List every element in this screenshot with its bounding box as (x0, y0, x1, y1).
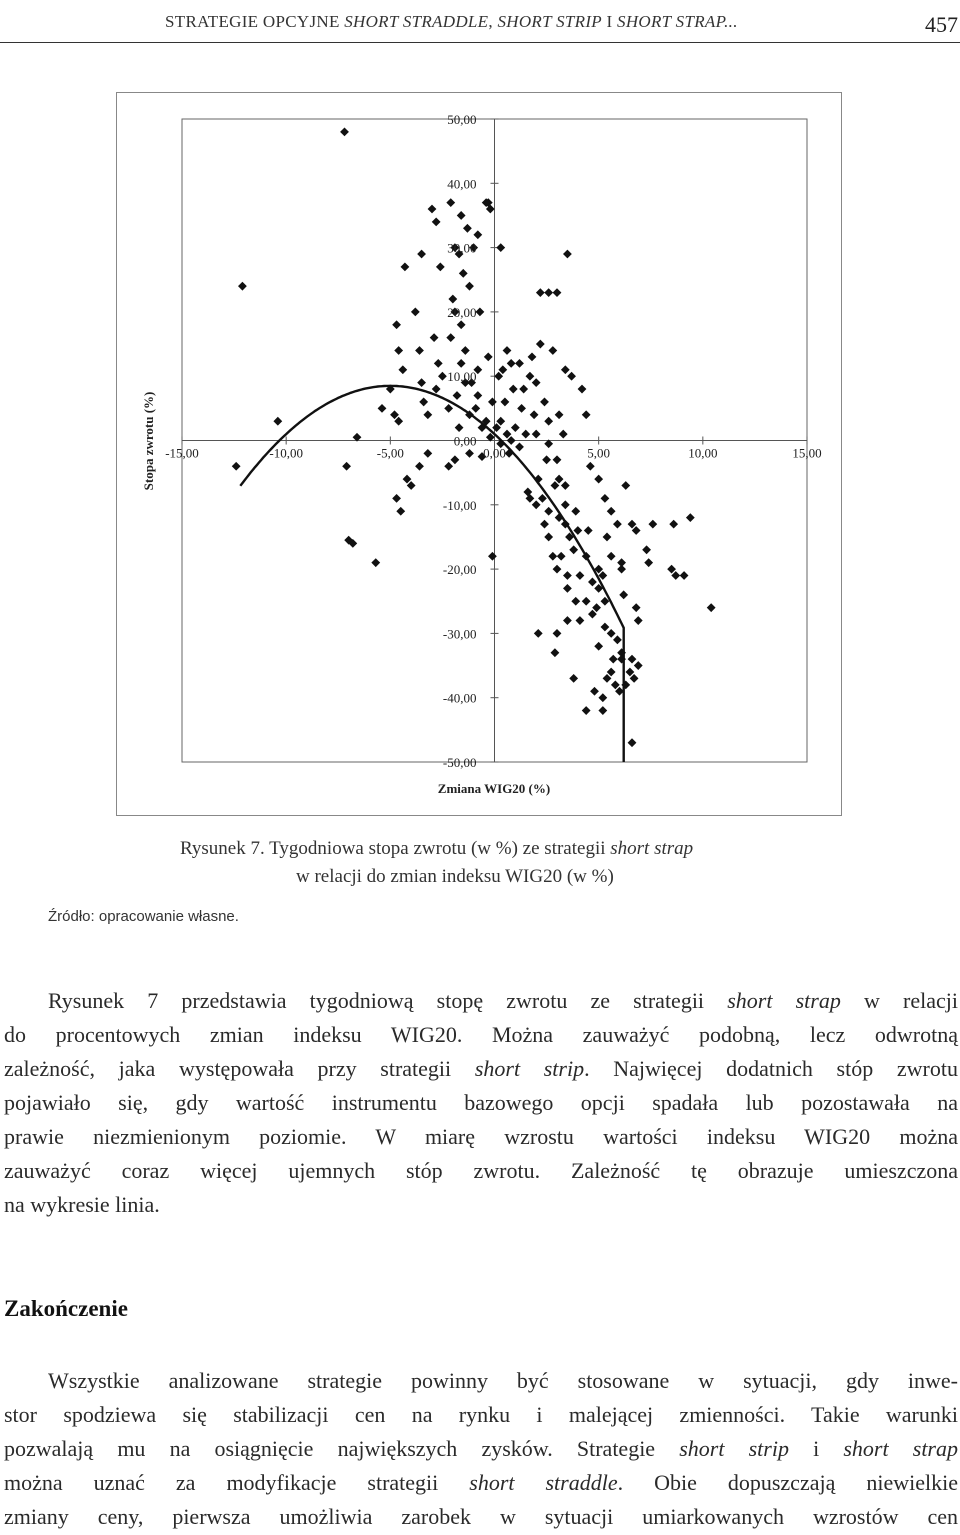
data-point (446, 198, 455, 207)
data-point (567, 372, 576, 381)
x-tick-label: -10,00 (269, 445, 303, 461)
x-tick-label: -15,00 (165, 445, 199, 461)
data-point (509, 385, 518, 394)
data-point (511, 423, 520, 432)
data-point (544, 288, 553, 297)
data-point (671, 571, 680, 580)
data-point (407, 481, 416, 490)
y-tick-label: 0,00 (453, 433, 477, 449)
data-point (515, 359, 524, 368)
data-point (507, 359, 516, 368)
data-point (390, 410, 399, 419)
data-point (538, 494, 547, 503)
data-point (423, 449, 432, 458)
data-point (394, 346, 403, 355)
data-point (617, 565, 626, 574)
data-point (238, 282, 247, 291)
running-title-text: STRATEGIE OPCYJNE (165, 12, 345, 31)
data-point (519, 385, 528, 394)
caption-italic: short strap (610, 838, 694, 859)
data-point (569, 674, 578, 683)
data-point (573, 526, 582, 535)
data-point (680, 571, 689, 580)
text-span: można uznać za modyfikacje strategii (4, 1470, 470, 1495)
page-number: 457 (925, 12, 958, 37)
data-point (555, 475, 564, 484)
data-point (501, 398, 510, 407)
data-point (536, 288, 545, 297)
text-line (4, 1052, 958, 1086)
data-point (542, 455, 551, 464)
data-point (669, 520, 678, 529)
data-point (561, 500, 570, 509)
data-point (423, 410, 432, 419)
data-point (548, 552, 557, 561)
data-point (632, 603, 641, 612)
data-point (473, 391, 482, 400)
data-point (396, 507, 405, 516)
text-italic: short strip (679, 1436, 789, 1461)
text-line: prawie niezmienionym poziomie. W miarę wzrostu wartości indeksu WIG20 można (4, 1124, 958, 1149)
x-axis-label: Zmiana WIG20 (%) (437, 781, 551, 796)
running-title-italic: SHORT STRADDLE (344, 12, 489, 31)
data-point (563, 584, 572, 593)
data-point (457, 320, 466, 329)
data-point (588, 610, 597, 619)
data-point (603, 674, 612, 683)
data-point (434, 359, 443, 368)
data-point (432, 217, 441, 226)
caption-text: Rysunek 7. Tygodniowa stopa zwrotu (w %) ze strategii (180, 838, 611, 859)
data-point (628, 520, 637, 529)
data-point (532, 500, 541, 509)
running-title (165, 12, 738, 32)
figure-source: Źródło: opracowanie własne. (48, 908, 239, 925)
data-point (582, 597, 591, 606)
data-point (430, 333, 439, 342)
running-title-italic: SHORT STRAP... (617, 12, 738, 31)
text-line (4, 1432, 958, 1466)
data-point (586, 462, 595, 471)
data-point (609, 655, 618, 664)
data-point (232, 462, 241, 471)
data-point (601, 623, 610, 632)
data-point (496, 417, 505, 426)
data-point (607, 668, 616, 677)
caption-line-1 (180, 838, 693, 860)
data-point (611, 680, 620, 689)
data-point (465, 449, 474, 458)
text-span: Rysunek 7 przedstawia tygodniową stopę zwrotu ze strategii (48, 988, 728, 1013)
data-point (634, 616, 643, 625)
data-point (598, 706, 607, 715)
data-point (398, 365, 407, 374)
data-point (544, 533, 553, 542)
data-point (340, 127, 349, 136)
data-point (444, 404, 453, 413)
data-point (411, 308, 420, 317)
data-point (563, 616, 572, 625)
text-span: . Obie dopuszczają niewielkie (617, 1470, 958, 1495)
data-point (563, 250, 572, 259)
data-point (471, 404, 480, 413)
data-point (588, 578, 597, 587)
y-tick-label: -30,00 (442, 626, 477, 642)
data-point (465, 282, 474, 291)
data-point (540, 398, 549, 407)
data-point (517, 404, 526, 413)
data-point (488, 552, 497, 561)
data-point (557, 552, 566, 561)
data-point (526, 372, 535, 381)
y-tick-label: 10,00 (447, 369, 477, 385)
data-point (613, 520, 622, 529)
data-point (507, 436, 516, 445)
text-line: zauważyć coraz więcej ujemnych stóp zwrotu. Zależność tę obrazuje umieszczona (4, 1158, 958, 1183)
data-point (446, 333, 455, 342)
data-point (392, 494, 401, 503)
data-point (503, 430, 512, 439)
data-point (667, 565, 676, 574)
text-italic: short strap (843, 1436, 958, 1461)
data-point (494, 372, 503, 381)
data-point (438, 372, 447, 381)
data-point (607, 507, 616, 516)
data-point (686, 513, 695, 522)
data-point (503, 346, 512, 355)
data-point (553, 288, 562, 297)
data-point (498, 365, 507, 374)
text-line (4, 1466, 958, 1500)
x-tick-label: 5,00 (587, 445, 611, 461)
data-point (628, 655, 637, 664)
data-point (648, 520, 657, 529)
data-point (392, 320, 401, 329)
data-point (371, 558, 380, 567)
data-point (403, 475, 412, 484)
data-point (707, 603, 716, 612)
data-point (561, 365, 570, 374)
data-point (532, 378, 541, 387)
text-line: stor spodziewa się stabilizacji cen na rynku i malejącej zmienności. Takie warunki (4, 1402, 958, 1427)
data-point (463, 224, 472, 233)
data-point (561, 481, 570, 490)
data-point (432, 385, 441, 394)
y-axis-label: Stopa zwrotu (%) (141, 391, 156, 491)
data-point (603, 533, 612, 542)
data-point (594, 642, 603, 651)
data-point (601, 494, 610, 503)
data-point (630, 674, 639, 683)
caption-line-2: w relacji do zmian indeksu WIG20 (w %) (296, 866, 614, 887)
text-line: zmiany ceny, pierwsza umożliwia zarobek w sytuacji umiarkowanych wzrostów cen (4, 1504, 958, 1529)
data-point (584, 526, 593, 535)
data-point (590, 687, 599, 696)
paragraph-1 (4, 984, 958, 1222)
data-point (444, 462, 453, 471)
data-point (532, 430, 541, 439)
data-point (544, 417, 553, 426)
chart-frame (116, 92, 842, 816)
data-point (626, 668, 635, 677)
data-point (592, 603, 601, 612)
data-point (415, 462, 424, 471)
running-title-italic: SHORT STRIP (497, 12, 602, 31)
text-italic: short straddle (469, 1470, 618, 1495)
paragraph-2 (4, 1364, 958, 1534)
data-point (571, 597, 580, 606)
data-point (559, 430, 568, 439)
data-point (530, 410, 539, 419)
data-point (553, 455, 562, 464)
data-point (401, 262, 410, 271)
data-point (521, 430, 530, 439)
data-point (642, 545, 651, 554)
data-point (419, 398, 428, 407)
data-point (576, 571, 585, 580)
text-line: pojawiało się, gdy wartość instrumentu bazowego opcji spadała lub pozostawała na (4, 1090, 958, 1115)
data-point (619, 590, 628, 599)
text-span: zależność, jaka występowała przy strategii (4, 1056, 475, 1081)
data-point (634, 661, 643, 670)
y-tick-label: -20,00 (442, 562, 477, 578)
data-point (582, 706, 591, 715)
data-point (536, 340, 545, 349)
data-point (488, 398, 497, 407)
data-point (394, 417, 403, 426)
running-title-text: , (488, 12, 498, 31)
data-point (417, 378, 426, 387)
data-point (613, 635, 622, 644)
data-point (273, 417, 282, 426)
data-point (553, 629, 562, 638)
text-italic: short strip (474, 1056, 585, 1081)
y-tick-label: 20,00 (447, 304, 477, 320)
x-tick-label: -5,00 (376, 445, 404, 461)
y-tick-label: -50,00 (442, 755, 477, 770)
data-point (607, 629, 616, 638)
data-point (461, 346, 470, 355)
text-line (4, 984, 958, 1018)
x-tick-label: 0,00 (483, 445, 506, 461)
data-point (415, 346, 424, 355)
text-span: w relacji (840, 988, 958, 1013)
data-point (644, 558, 653, 567)
section-heading: Zakończenie (4, 1296, 128, 1321)
x-tick-label: 10,00 (688, 445, 718, 461)
data-point (548, 346, 557, 355)
data-point (515, 443, 524, 452)
data-point (342, 462, 351, 471)
data-point (551, 648, 560, 657)
data-point (428, 205, 437, 214)
data-point (594, 475, 603, 484)
data-point (555, 410, 564, 419)
x-tick-label: 15,00 (792, 445, 822, 461)
text-italic: short strap (727, 988, 841, 1013)
text-line: do procentowych zmian indeksu WIG20. Można zauważyć podobną, lecz odwrotną (4, 1022, 958, 1047)
data-point (632, 526, 641, 535)
y-tick-label: -40,00 (442, 690, 477, 706)
data-point (551, 481, 560, 490)
y-tick-label: 40,00 (447, 176, 477, 192)
data-point (451, 455, 460, 464)
data-point (459, 269, 468, 278)
data-point (417, 250, 426, 259)
data-point (496, 243, 505, 252)
axes (182, 119, 807, 762)
data-point (628, 738, 637, 747)
text-line: na wykresie linia. (4, 1192, 160, 1217)
data-point (436, 262, 445, 271)
data-point (569, 545, 578, 554)
data-point (484, 353, 493, 362)
running-head (0, 0, 960, 43)
data-point (453, 391, 462, 400)
text-span: pozwalają mu na osiągnięcie największych zysków. Strategie (4, 1436, 680, 1461)
data-point (378, 404, 387, 413)
y-tick-label: -10,00 (442, 497, 477, 513)
data-point (578, 385, 587, 394)
data-point (607, 552, 616, 561)
data-point (455, 423, 464, 432)
data-point (457, 211, 466, 220)
data-point (473, 230, 482, 239)
running-title-text: I (601, 12, 618, 31)
data-point (576, 616, 585, 625)
data-point (534, 629, 543, 638)
data-point (476, 308, 485, 317)
data-point (448, 295, 457, 304)
y-tick-label: 30,00 (447, 240, 477, 256)
data-point (544, 507, 553, 516)
data-point (492, 423, 501, 432)
text-span: Wszystkie analizowane strategie powinny być stosowane w sytuacji, gdy inwe- (48, 1368, 958, 1393)
y-tick-label: 50,00 (447, 112, 477, 127)
text-span: i (788, 1436, 844, 1461)
data-point (528, 353, 537, 362)
data-point (553, 565, 562, 574)
data-point (621, 481, 630, 490)
data-point (598, 693, 607, 702)
data-point (540, 520, 549, 529)
data-point (457, 359, 466, 368)
scatter-chart (117, 93, 841, 815)
text-span: . Najwięcej dodatnich stóp zwrotu (584, 1056, 958, 1081)
data-point (571, 507, 580, 516)
text-line (4, 1364, 958, 1398)
data-point (563, 571, 572, 580)
data-point (582, 410, 591, 419)
